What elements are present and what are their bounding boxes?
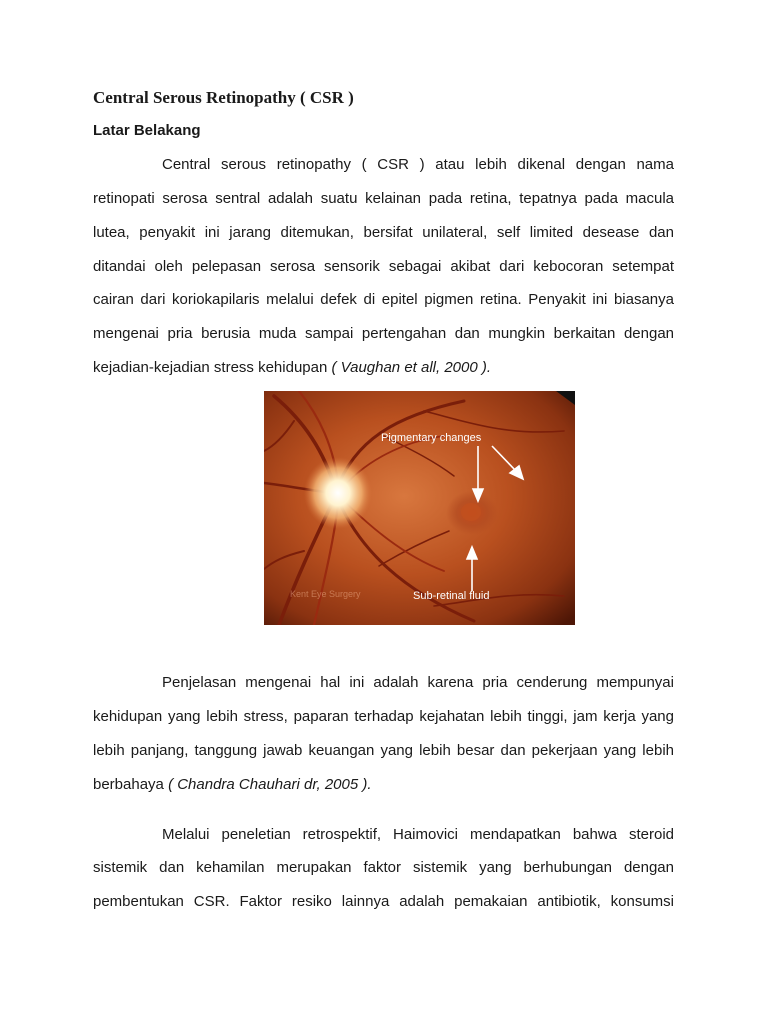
paragraph-text: kejadian-kejadian stress kehidupan (93, 359, 332, 376)
paragraph-line: retinopati serosa sentral adalah suatu kelainan pada retina, tepatnya pada macula (93, 190, 674, 207)
paragraph-line: cairan dari koriokapilaris melalui defek di epitel pigmen retina. Penyakit ini biasanya (93, 291, 674, 308)
paragraph-line: lutea, penyakit ini jarang ditemukan, bersifat unilateral, self limited desease dan (93, 224, 674, 241)
label-pigmentary-changes: Pigmentary changes (381, 432, 482, 444)
paragraph-line: sistemik dan kehamilan merupakan faktor sistemik yang berhubungan dengan (93, 859, 674, 876)
paragraph-line: lebih panjang, tanggung jawab keuangan yang lebih besar dan pekerjaan yang lebih (93, 742, 674, 759)
paragraph-line: Melalui peneletian retrospektif, Haimovici mendapatkan bahwa steroid (162, 826, 674, 843)
watermark: Kent Eye Surgery (290, 589, 361, 599)
paragraph-line: ditandai oleh pelepasan serosa sensorik sebagai akibat dari kebocoran setempat (93, 258, 674, 275)
paragraph-text: berbahaya (93, 776, 169, 793)
section-heading: Latar Belakang (93, 122, 201, 139)
paragraph-line: mengenai pria berusia muda sampai pertengahan dan mungkin berkaitan dengan (93, 325, 674, 342)
paragraph-line: pembentukan CSR. Faktor resiko lainnya adalah pemakaian antibiotik, konsumsi (93, 893, 674, 910)
page-title: Central Serous Retinopathy ( CSR ) (93, 88, 354, 107)
paragraph-line (93, 359, 674, 377)
fundus-photo (264, 391, 575, 625)
citation: ( Vaughan et all, 2000 ). (331, 359, 492, 376)
paragraph-line: Central serous retinopathy ( CSR ) atau lebih dikenal dengan nama (162, 156, 674, 173)
citation: ( Chandra Chauhari dr, 2005 ). (168, 776, 372, 793)
label-sub-retinal-fluid: Sub-retinal fluid (413, 590, 490, 602)
paragraph-line (93, 776, 674, 794)
paragraph-line: kehidupan yang lebih stress, paparan terhadap kejahatan lebih tinggi, jam kerja yang (93, 708, 674, 725)
paragraph-line: Penjelasan mengenai hal ini adalah karena pria cenderung mempunyai (162, 674, 674, 691)
